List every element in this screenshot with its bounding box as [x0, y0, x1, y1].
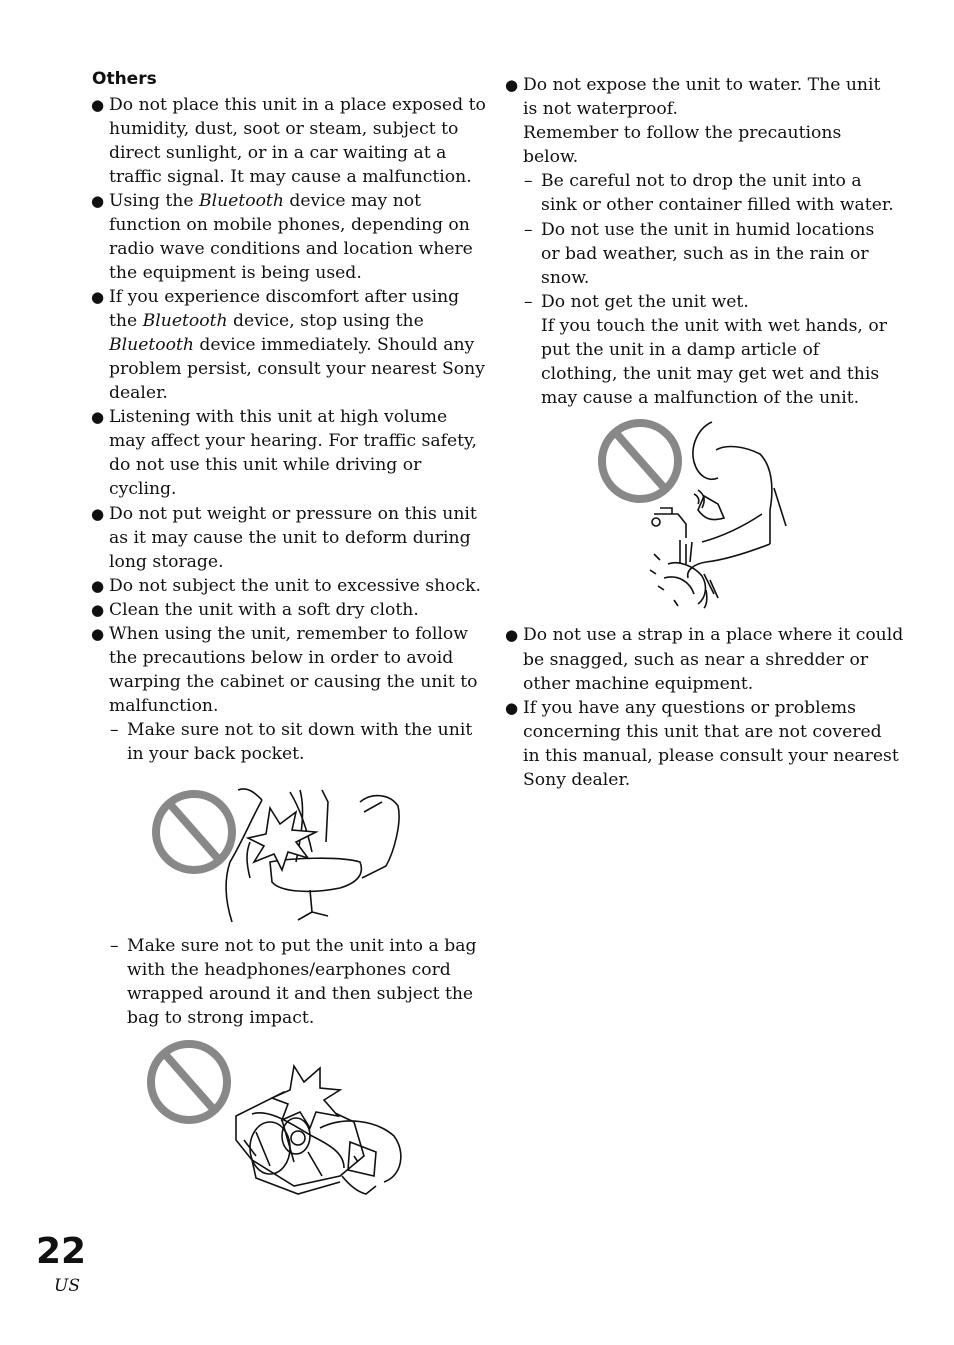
text-line: concerning this unit that are not covered — [523, 722, 882, 742]
page-region: US — [54, 1276, 80, 1296]
text-line: radio wave conditions and location where — [109, 239, 473, 259]
text-line: the equipment is being used. — [109, 263, 362, 283]
text-line: Listening with this unit at high volume — [109, 407, 448, 427]
text-line: in this manual, please consult your nearest — [523, 746, 899, 766]
text-line: below. — [523, 147, 579, 167]
text-line: or bad weather, such as in the rain or — [541, 244, 869, 264]
text-line: in your back pocket. — [127, 744, 305, 764]
bullet-icon: ● — [91, 601, 105, 619]
text-line: Using the Bluetooth device may not — [109, 191, 422, 211]
bullet-icon: ● — [91, 96, 105, 114]
text-line: Do not expose the unit to water. The unit — [523, 75, 881, 95]
text-line: Make sure not to sit down with the unit — [127, 720, 473, 740]
text-line: other machine equipment. — [523, 674, 754, 694]
text-line: Do not place this unit in a place exposed to — [109, 95, 486, 115]
bullet-icon: ● — [91, 505, 105, 523]
bullet-icon: ● — [505, 699, 519, 717]
text-line: function on mobile phones, depending on — [109, 215, 470, 235]
text-line: Clean the unit with a soft dry cloth. — [109, 600, 419, 620]
bag-illustration — [144, 1036, 414, 1206]
text-line: may affect your hearing. For traffic safety, — [109, 431, 477, 451]
text-line: as it may cause the unit to deform during — [109, 528, 471, 548]
text-line: direct sunlight, or in a car waiting at a — [109, 143, 447, 163]
bullet-icon: ● — [505, 626, 519, 644]
prohibition-sign-icon — [151, 1044, 227, 1120]
text-line: Do not put weight or pressure on this unit — [109, 504, 477, 524]
text-line: dealer. — [109, 383, 168, 403]
text-line: When using the unit, remember to follow — [109, 624, 468, 644]
bullet-icon: ● — [91, 192, 105, 210]
chair-illustration — [150, 782, 410, 924]
dash-marker: – — [524, 220, 533, 240]
prohibition-sign-icon — [602, 423, 678, 499]
text-line: is not waterproof. — [523, 99, 678, 119]
text-line: problem persist, consult your nearest Sony — [109, 359, 485, 379]
text-line: may cause a malfunction of the unit. — [541, 388, 860, 408]
bullet-icon: ● — [91, 288, 105, 306]
text-line: traffic signal. It may cause a malfunction. — [109, 167, 472, 187]
bullet-icon: ● — [91, 577, 105, 595]
text-line: malfunction. — [109, 696, 219, 716]
text-line: Do not use the unit in humid locations — [541, 220, 875, 240]
text-line: long storage. — [109, 552, 224, 572]
text-line: bag to strong impact. — [127, 1008, 315, 1028]
prohibition-sign-icon — [156, 794, 232, 870]
bullet-icon: ● — [505, 76, 519, 94]
washing-hands-illustration — [594, 414, 794, 610]
text-line: Do not get the unit wet. — [541, 292, 749, 312]
text-line: the Bluetooth device, stop using the — [109, 311, 424, 331]
bullet-icon: ● — [91, 408, 105, 426]
text-line: Do not use a strap in a place where it could — [523, 625, 904, 645]
text-line: Bluetooth device immediately. Should any — [109, 335, 475, 355]
text-line: humidity, dust, soot or steam, subject to — [109, 119, 459, 139]
dash-marker: – — [524, 292, 533, 312]
section-title: Others — [92, 69, 157, 89]
text-line: If you experience discomfort after using — [109, 287, 460, 307]
bullet-icon: ● — [91, 625, 105, 643]
text-line: If you touch the unit with wet hands, or — [541, 316, 887, 336]
text-line: be snagged, such as near a shredder or — [523, 650, 869, 670]
text-line: the precautions below in order to avoid — [109, 648, 454, 668]
text-line: warping the cabinet or causing the unit to — [109, 672, 478, 692]
text-line: snow. — [541, 268, 590, 288]
text-line: Make sure not to put the unit into a bag — [127, 936, 477, 956]
text-line: put the unit in a damp article of — [541, 340, 820, 360]
text-line: Be careful not to drop the unit into a — [541, 171, 862, 191]
text-line: wrapped around it and then subject the — [127, 984, 474, 1004]
text-line: do not use this unit while driving or — [109, 455, 422, 475]
text-line: If you have any questions or problems — [523, 698, 856, 718]
text-line: with the headphones/earphones cord — [127, 960, 451, 980]
text-line: cycling. — [109, 479, 177, 499]
text-line: clothing, the unit may get wet and this — [541, 364, 880, 384]
text-line: Sony dealer. — [523, 770, 631, 790]
dash-marker: – — [110, 720, 119, 740]
text-line: Do not subject the unit to excessive shock. — [109, 576, 481, 596]
dash-marker: – — [110, 936, 119, 956]
dash-marker: – — [524, 171, 533, 191]
text-line: sink or other container filled with water. — [541, 195, 894, 215]
text-line: Remember to follow the precautions — [523, 123, 842, 143]
page-number: 22 — [36, 1231, 87, 1272]
